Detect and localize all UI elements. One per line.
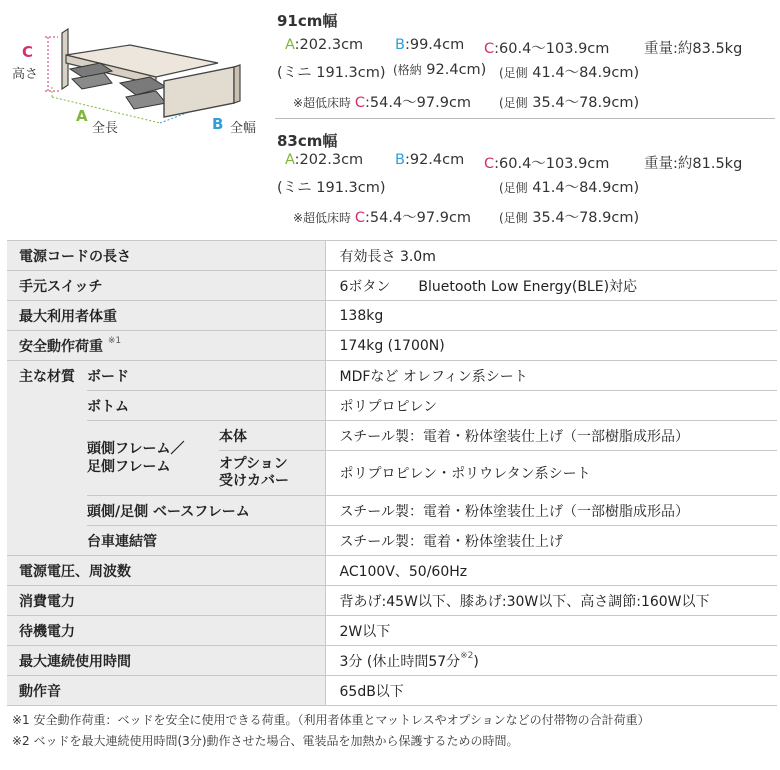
weight: 重量:約83.5kg bbox=[644, 41, 743, 57]
length-key-letter: A bbox=[76, 107, 88, 125]
row-value bbox=[325, 646, 777, 676]
body-value: スチール製：電着・粉体塗装仕上げ（一部樹脂成形品） bbox=[325, 421, 777, 451]
materials-spacer bbox=[7, 496, 87, 526]
ultra-low-value: :54.4～97.9cm bbox=[365, 210, 472, 226]
table-row bbox=[7, 646, 777, 676]
body-label: 本体 bbox=[219, 421, 325, 451]
footnotes bbox=[12, 710, 650, 752]
ultra-low-foot-value: 35.4～78.9cm) bbox=[527, 210, 640, 226]
spec-c-row bbox=[484, 152, 609, 173]
safe-load-label: 安全動作荷重 bbox=[19, 338, 103, 355]
table-row bbox=[7, 301, 777, 331]
spec-91cm bbox=[277, 10, 777, 111]
cart-pipe-value: スチール製：電着・粉体塗装仕上げ bbox=[325, 526, 777, 556]
ultra-low-foot bbox=[499, 206, 639, 227]
materials-spacer bbox=[7, 421, 87, 451]
spec-dimension-row bbox=[285, 37, 363, 53]
footnote-ref: ※2 bbox=[460, 650, 474, 661]
ultra-low-key: C bbox=[354, 210, 365, 226]
table-row bbox=[7, 616, 777, 646]
size-section bbox=[0, 0, 780, 235]
foot-value: 41.4～84.9cm) bbox=[527, 180, 640, 196]
materials-spacer bbox=[7, 391, 87, 421]
max-time-close: ) bbox=[473, 653, 479, 670]
foot-height bbox=[499, 176, 639, 197]
spec-divider bbox=[275, 118, 775, 119]
b-key: B bbox=[395, 37, 405, 53]
frame-label-line2: 足側フレーム bbox=[87, 459, 171, 475]
b-value: :99.4cm bbox=[404, 37, 465, 53]
table-row bbox=[7, 241, 777, 271]
materials-label: 主な材質 bbox=[7, 361, 87, 391]
spec-a-row bbox=[285, 152, 363, 168]
a-value: :202.3cm bbox=[294, 152, 364, 168]
row-label: 電源コードの長さ bbox=[7, 241, 325, 271]
ultra-low-value: :54.4～97.9cm bbox=[365, 95, 472, 111]
spec-title: 83cm幅 bbox=[277, 132, 338, 150]
base-frame-value: スチール製：電着・粉体塗装仕上げ（一部樹脂成形品） bbox=[325, 496, 777, 526]
row-value: 174kg (1700N) bbox=[325, 331, 777, 361]
row-value: 138kg bbox=[325, 301, 777, 331]
table-row bbox=[7, 361, 777, 391]
a-key: A bbox=[285, 152, 295, 168]
row-label: 手元スイッチ bbox=[7, 271, 325, 301]
c-value: :60.4～103.9cm bbox=[494, 41, 610, 57]
row-label bbox=[7, 331, 325, 361]
table-row bbox=[7, 676, 777, 706]
max-time-value: 3分 (休止時間57分 bbox=[339, 653, 461, 670]
a-key: A bbox=[285, 37, 295, 53]
footnote-ref: ※1 bbox=[107, 335, 122, 346]
stored-value: 92.4cm) bbox=[421, 62, 487, 78]
ultra-low-foot-label: (足側 bbox=[499, 211, 528, 225]
cart-pipe-label: 台車連結管 bbox=[87, 526, 325, 556]
weight: 重量:約81.5kg bbox=[644, 156, 743, 172]
foot-label: (足側 bbox=[499, 66, 528, 80]
ultra-low-row bbox=[293, 206, 471, 227]
row-label: 待機電力 bbox=[7, 616, 325, 646]
c-value: :60.4～103.9cm bbox=[494, 156, 610, 172]
spec-title: 91cm幅 bbox=[277, 12, 338, 30]
width-key-text: 全幅 bbox=[230, 121, 257, 136]
materials-spacer bbox=[7, 526, 87, 556]
row-value: AC100V、50/60Hz bbox=[325, 556, 777, 586]
spec-b-row bbox=[395, 37, 464, 53]
a-value: :202.3cm bbox=[294, 37, 364, 53]
footnote-2: ※2 ベッドを最大連続使用時間(3分)動作させた場合、電装品を加熱から保護するための時間。 bbox=[12, 734, 519, 748]
frame-label bbox=[87, 421, 219, 496]
row-label: 動作音 bbox=[7, 676, 325, 706]
bed-illustration bbox=[0, 5, 270, 135]
row-label: 電源電圧、周波数 bbox=[7, 556, 325, 586]
row-label: 消費電力 bbox=[7, 586, 325, 616]
row-label: 最大連続使用時間 bbox=[7, 646, 325, 676]
spec-c-row bbox=[484, 37, 609, 58]
ultra-low-key: C bbox=[354, 95, 365, 111]
b-key: B bbox=[395, 152, 405, 168]
row-value: 背あげ:45W以下、膝あげ:30W以下、高さ調節:160W以下 bbox=[325, 586, 777, 616]
bed-diagram bbox=[0, 5, 270, 135]
ultra-low-prefix: ※超低床時 bbox=[293, 96, 355, 110]
bottom-label: ボトム bbox=[87, 391, 325, 421]
table-row bbox=[7, 271, 777, 301]
ultra-low-foot bbox=[499, 91, 639, 112]
table-row bbox=[7, 556, 777, 586]
foot-value: 41.4～84.9cm) bbox=[527, 65, 640, 81]
bottom-value: ポリプロピレン bbox=[325, 391, 777, 421]
foot-height bbox=[499, 61, 639, 82]
table-row bbox=[7, 391, 777, 421]
option-label-line2: 受けカバー bbox=[219, 473, 289, 489]
foot-label: (足側 bbox=[499, 181, 528, 195]
spec-table bbox=[7, 240, 777, 706]
ultra-low-row bbox=[293, 91, 471, 112]
b-value: :92.4cm bbox=[404, 152, 465, 168]
stored-width bbox=[393, 61, 486, 78]
option-label-line1: オプション bbox=[219, 456, 288, 472]
row-value: 65dB以下 bbox=[325, 676, 777, 706]
row-value: 2W以下 bbox=[325, 616, 777, 646]
height-key-letter: C bbox=[22, 43, 34, 61]
table-row bbox=[7, 331, 777, 361]
mini-length: (ミニ 191.3cm) bbox=[277, 180, 386, 196]
table-row bbox=[7, 496, 777, 526]
width-key-letter: B bbox=[212, 115, 224, 133]
ultra-low-prefix: ※超低床時 bbox=[293, 211, 355, 225]
base-frame-label: 頭側/足側 ベースフレーム bbox=[87, 496, 325, 526]
stored-label: (格納 bbox=[393, 63, 422, 77]
ultra-low-foot-label: (足側 bbox=[499, 96, 528, 110]
materials-spacer bbox=[7, 451, 87, 496]
table-row bbox=[7, 421, 777, 451]
row-value: 有効長さ 3.0m bbox=[325, 241, 777, 271]
row-value: 6ボタン Bluetooth Low Energy(BLE)対応 bbox=[325, 271, 777, 301]
frame-label-line1: 頭側フレーム／ bbox=[87, 441, 185, 457]
footnote-1: ※1 安全動作荷重：ベッドを安全に使用できる荷重。（利用者体重とマットレスやオプションなどの付帯物の合計荷重） bbox=[12, 713, 650, 727]
table-row bbox=[7, 586, 777, 616]
table-row bbox=[7, 526, 777, 556]
ultra-low-foot-value: 35.4～78.9cm) bbox=[527, 95, 640, 111]
length-key-text: 全長 bbox=[92, 121, 119, 136]
board-value: MDFなど オレフィン系シート bbox=[325, 361, 777, 391]
mini-length: (ミニ 191.3cm) bbox=[277, 65, 386, 81]
c-key: C bbox=[484, 41, 495, 57]
row-label: 最大利用者体重 bbox=[7, 301, 325, 331]
board-label: ボード bbox=[87, 361, 325, 391]
spec-83cm bbox=[277, 130, 777, 226]
c-key: C bbox=[484, 156, 495, 172]
option-label bbox=[219, 451, 325, 496]
height-key-text: 高さ bbox=[12, 67, 39, 82]
option-value: ポリプロピレン・ポリウレタン系シート bbox=[325, 451, 777, 496]
spec-b-row bbox=[395, 152, 464, 168]
